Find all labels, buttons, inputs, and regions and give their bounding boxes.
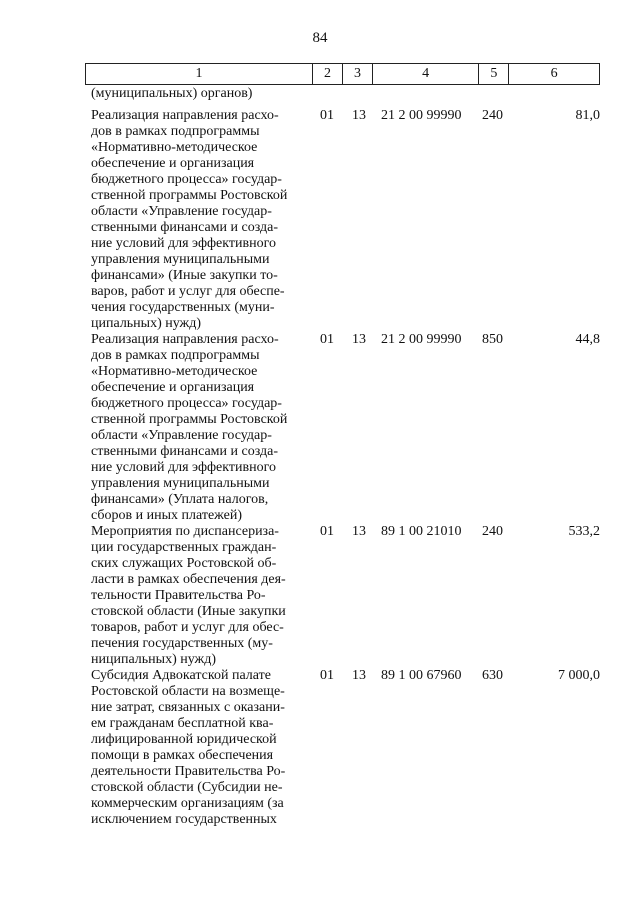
description-line: «Нормативно-методическое [91, 364, 258, 379]
description-line: ственными финансами и созда- [91, 220, 279, 235]
cell-col-4: 21 2 00 99990 [381, 108, 462, 123]
cell-col-3: 13 [352, 668, 366, 683]
description-line: Реализация направления расхо- [91, 332, 279, 347]
cell-col-5: 240 [482, 108, 503, 123]
cell-col-6: 533,2 [568, 524, 600, 539]
cell-col-5: 240 [482, 524, 503, 539]
header-col-2: 2 [313, 64, 343, 84]
row-description [91, 108, 306, 332]
continuation-text: (муниципальных) органов) [91, 86, 253, 101]
description-line: области «Управление государ- [91, 204, 272, 219]
description-line: лифицированной юридической [91, 732, 277, 747]
cell-col-4: 89 1 00 67960 [381, 668, 462, 683]
description-line: ции государственных граждан- [91, 540, 277, 555]
cell-col-6: 81,0 [575, 108, 600, 123]
description-line: финансами» (Уплата налогов, [91, 492, 269, 507]
description-line: тельности Правительства Ро- [91, 588, 266, 603]
description-line: бюджетного процесса» государ- [91, 172, 282, 187]
description-line: «Нормативно-методическое [91, 140, 258, 155]
cell-col-4: 89 1 00 21010 [381, 524, 462, 539]
header-col-3: 3 [343, 64, 373, 84]
description-line: обеспечение и организация [91, 156, 255, 171]
cell-col-2: 01 [320, 668, 334, 683]
description-line: Реализация направления расхо- [91, 108, 279, 123]
description-line: области «Управление государ- [91, 428, 272, 443]
page-number: 84 [312, 30, 328, 46]
header-col-6: 6 [550, 66, 558, 81]
row-description [91, 332, 306, 524]
cell-col-2: 01 [320, 332, 334, 347]
description-line: ем гражданам бесплатной ква- [91, 716, 274, 731]
description-line: ственными финансами и созда- [91, 444, 279, 459]
description-line: Субсидия Адвокатской палате [91, 668, 271, 683]
description-line: ственной программы Ростовской [91, 412, 288, 427]
description-line: Ростовской области на возмеще- [91, 684, 285, 699]
description-line: помощи в рамках обеспечения [91, 748, 274, 763]
description-line: ских служащих Ростовской об- [91, 556, 277, 571]
cell-col-5: 850 [482, 332, 503, 347]
description-line: ственной программы Ростовской [91, 188, 288, 203]
row-description [91, 668, 306, 828]
description-line: дов в рамках подпрограммы [91, 348, 260, 363]
row-description [91, 524, 306, 668]
description-line: ниципальных) нужд) [91, 652, 216, 667]
description-line: стовской области (Субсидии не- [91, 780, 283, 795]
cell-col-3: 13 [352, 524, 366, 539]
description-line: сборов и иных платежей) [91, 508, 243, 523]
description-line: деятельности Правительства Ро- [91, 764, 286, 779]
description-line: финансами» (Иные закупки то- [91, 268, 278, 283]
cell-col-6: 7 000,0 [558, 668, 600, 683]
cell-col-3: 13 [352, 332, 366, 347]
description-line: товаров, работ и услуг для обес- [91, 620, 284, 635]
cell-col-3: 13 [352, 108, 366, 123]
header-col-1: 1 [86, 64, 313, 84]
description-line: чения государственных (муни- [91, 300, 275, 315]
description-line: ние условий для эффективного [91, 236, 276, 251]
cell-col-5: 630 [482, 668, 503, 683]
cell-col-2: 01 [320, 524, 334, 539]
description-line: варов, работ и услуг для обеспе- [91, 284, 285, 299]
description-line: коммерческим организациям (за [91, 796, 284, 811]
table-header [85, 63, 600, 85]
description-line: дов в рамках подпрограммы [91, 124, 260, 139]
header-col-5: 5 [479, 64, 509, 84]
description-line: ципальных) нужд) [91, 316, 202, 331]
description-line: ние условий для эффективного [91, 460, 276, 475]
description-line: бюджетного процесса» государ- [91, 396, 282, 411]
description-line: исключением государственных [91, 812, 277, 827]
header-col-4: 4 [373, 64, 480, 84]
description-line: Мероприятия по диспансеризa- [91, 524, 279, 539]
cell-col-6: 44,8 [575, 332, 600, 347]
description-line: ласти в рамках обеспечения дея- [91, 572, 286, 587]
description-line: печения государственных (му- [91, 636, 273, 651]
description-line: управления муниципальными [91, 476, 270, 491]
cell-col-4: 21 2 00 99990 [381, 332, 462, 347]
description-line: управления муниципальными [91, 252, 270, 267]
description-line: стовской области (Иные закупки [91, 604, 286, 619]
description-line: ние затрат, связанных с оказани- [91, 700, 285, 715]
description-line: обеспечение и организация [91, 380, 255, 395]
cell-col-2: 01 [320, 108, 334, 123]
